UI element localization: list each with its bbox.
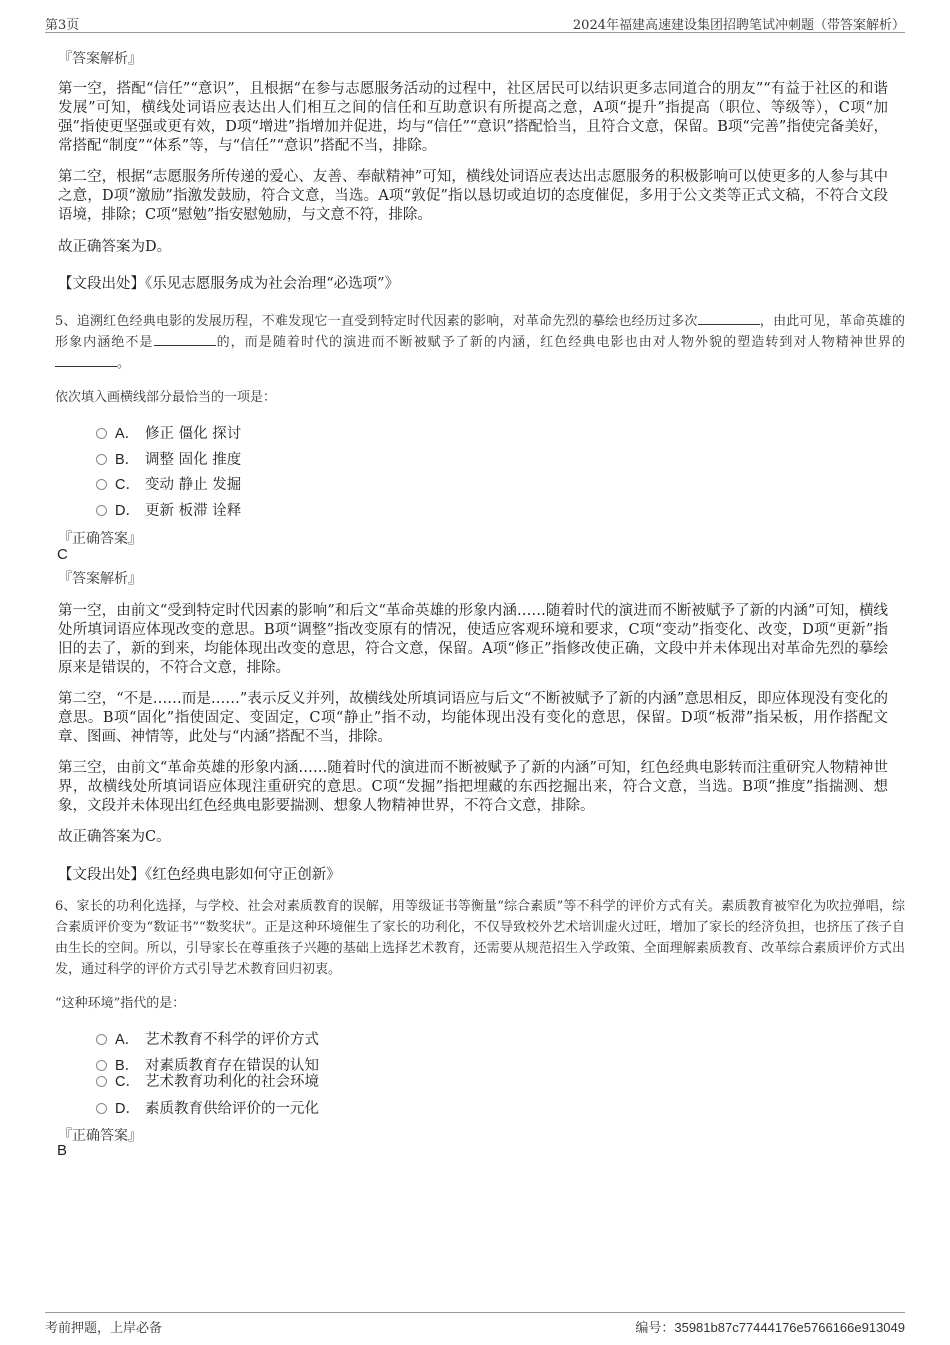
q5-analysis-p3: 第三空，由前文“革命英雄的形象内涵……随着时代的演进而不断被赋予了新的内涵”可知，红色经典电影转而注重研究人物精神世界，故横线处所填词语应体现注重研究的意思。C项“发掘”指把埋藏的东西挖掘出来，符合文意，当选。B项“推度”指揣测、想象，文段并未体现出红色经典电影要揣测、想象人物精神世界，不符合文意，排除。 <box>58 760 888 814</box>
q5-option-c[interactable]: C． 变动 静止 发掘 <box>96 473 241 493</box>
q5-answer-label: 『正确答案』 <box>58 531 142 547</box>
q6-answer: B <box>57 1142 68 1159</box>
q4-analysis-p2: 第二空，根据“志愿服务所传递的爱心、友善、奉献精神”可知，横线处词语应表达出志愿服务的积极影响可以使更多的人参与其中之意，D项“激励”指激发鼓励，符合文意，当选。A项“敦促”指以恳切或迫切的态度催促，多用于公文类等正式文稿，不符合文段语境，排除；C项“慰勉”指安慰勉励，与文意不符，排除。 <box>58 169 888 223</box>
footer-code: 编号：35981b87c77444176e5766166e913049 <box>635 1320 905 1336</box>
q5-answer: C <box>57 546 68 563</box>
q4-analysis-label: 『答案解析』 <box>58 51 142 67</box>
radio-icon[interactable] <box>96 428 107 439</box>
page-footer <box>45 1312 905 1335</box>
page-header <box>45 12 905 33</box>
radio-icon[interactable] <box>96 1060 107 1071</box>
q5-analysis-p1: 第一空，由前文“受到特定时代因素的影响”和后文“革命英雄的形象内涵……随着时代的演进而不断被赋予了新的内涵”可知，横线处所填词语应体现改变的意思。B项“调整”指改变原有的情况，使适应客观环境和要求，C项“变动”指变化、改变，D项“更新”指旧的去了，新的到来，均能体现出改变的意思，符合文意，保留。A项“修正”指修改使正确，文段中并未体现出对革命先烈的摹绘原来是错误的，不符合文意，排除。 <box>58 603 888 676</box>
q5-option-a[interactable]: A． 修正 僵化 探讨 <box>96 422 241 442</box>
q6-question-text: 6、家长的功利化选择，与学校、社会对素质教育的误解，用等级证书等衡量“综合素质”等不科学的评价方式有关。素质教育被窄化为吹拉弹唱，综合素质评价变为“数证书”“数奖状”。正是这种环境催生了家长的功利化，不仅导致校外艺术培训虚火过旺，增加了家长的经济负担，也挤压了孩子自由生长的空间。所以，引导家长在尊重孩子兴趣的基础上选择艺术教育，还需要从规范招生入学政策、全面理解素质教育、改革综合素质评价方式出发，通过科学的评价方式引导艺术教育回归初衷。 <box>55 899 905 977</box>
q5-source: 【文段出处】《红色经典电影如何守正创新》 <box>58 867 341 883</box>
radio-icon[interactable] <box>96 1076 107 1087</box>
q5-analysis-label: 『答案解析』 <box>58 571 142 587</box>
q6-option-b[interactable]: B． 对素质教育存在错误的认知 <box>96 1054 319 1074</box>
q5-option-b[interactable]: B． 调整 固化 推度 <box>96 448 241 468</box>
q5-conclusion: 故正确答案为C。 <box>58 829 171 845</box>
q5-blank-2 <box>154 333 216 346</box>
document-title: 2024年福建高速建设集团招聘笔试冲刺题（带答案解析） <box>572 18 905 33</box>
radio-icon[interactable] <box>96 505 107 516</box>
q4-source: 【文段出处】《乐见志愿服务成为社会治理“必选项”》 <box>58 276 400 292</box>
q5-blank-3 <box>55 354 117 367</box>
q5-question-text: 5、追溯红色经典电影的发展历程，不难发现它一直受到特定时代因素的影响，对革命先烈的摹绘也经历过多次 ，由此可见，革命英雄的形象内涵绝不是 的，而是随着时代的演进而不断被赋予了新的内涵，红色经典电影也由对人物外貌的塑造转到对人物精神世界的。 <box>55 314 905 371</box>
q5-prompt: 依次填入画横线部分最恰当的一项是： <box>55 390 277 405</box>
q5-blank-1 <box>698 312 760 325</box>
radio-icon[interactable] <box>96 454 107 465</box>
radio-icon[interactable] <box>96 1034 107 1045</box>
q5-option-d[interactable]: D． 更新 板滞 诠释 <box>96 499 241 519</box>
radio-icon[interactable] <box>96 479 107 490</box>
page-number: 第3页 <box>45 18 80 33</box>
q6-option-d[interactable]: D． 素质教育供给评价的一元化 <box>96 1097 319 1117</box>
q6-option-c[interactable]: C． 艺术教育功利化的社会环境 <box>96 1070 319 1090</box>
radio-icon[interactable] <box>96 1103 107 1114</box>
footer-slogan: 考前押题，上岸必备 <box>45 1321 163 1336</box>
q6-prompt: “这种环境”指代的是： <box>55 996 186 1011</box>
q4-analysis-p1: 第一空，搭配“信任”“意识”，且根据“在参与志愿服务活动的过程中，社区居民可以结识更多志同道合的朋友”“有益于社区的和谐发展”可知，横线处词语应表达出人们相互之间的信任和互助意识有所提高之意，A项“提升”指提高（职位、等级等），C项“加强”指使更坚强或更有效，D项“增进”指增加并促进，均与“信任”“意识”搭配恰当，且符合文意，保留。B项“完善”指使完备美好，常搭配“制度”“体系”等，与“信任”“意识”搭配不当，排除。 <box>58 81 888 154</box>
q4-conclusion: 故正确答案为D。 <box>58 239 172 255</box>
q6-answer-label: 『正确答案』 <box>58 1128 142 1144</box>
q6-option-a[interactable]: A． 艺术教育不科学的评价方式 <box>96 1028 319 1048</box>
q5-analysis-p2: 第二空，“不是……而是……”表示反义并列，故横线处所填词语应与后文“不断被赋予了新的内涵”意思相反，即应体现没有变化的意思。B项“固化”指使固定、变固定，C项“静止”指不动，均能体现出没有变化的意思，保留。D项“板滞”指呆板，用作搭配文章、图画、神情等，此处与“内涵”搭配不当，排除。 <box>58 691 888 745</box>
